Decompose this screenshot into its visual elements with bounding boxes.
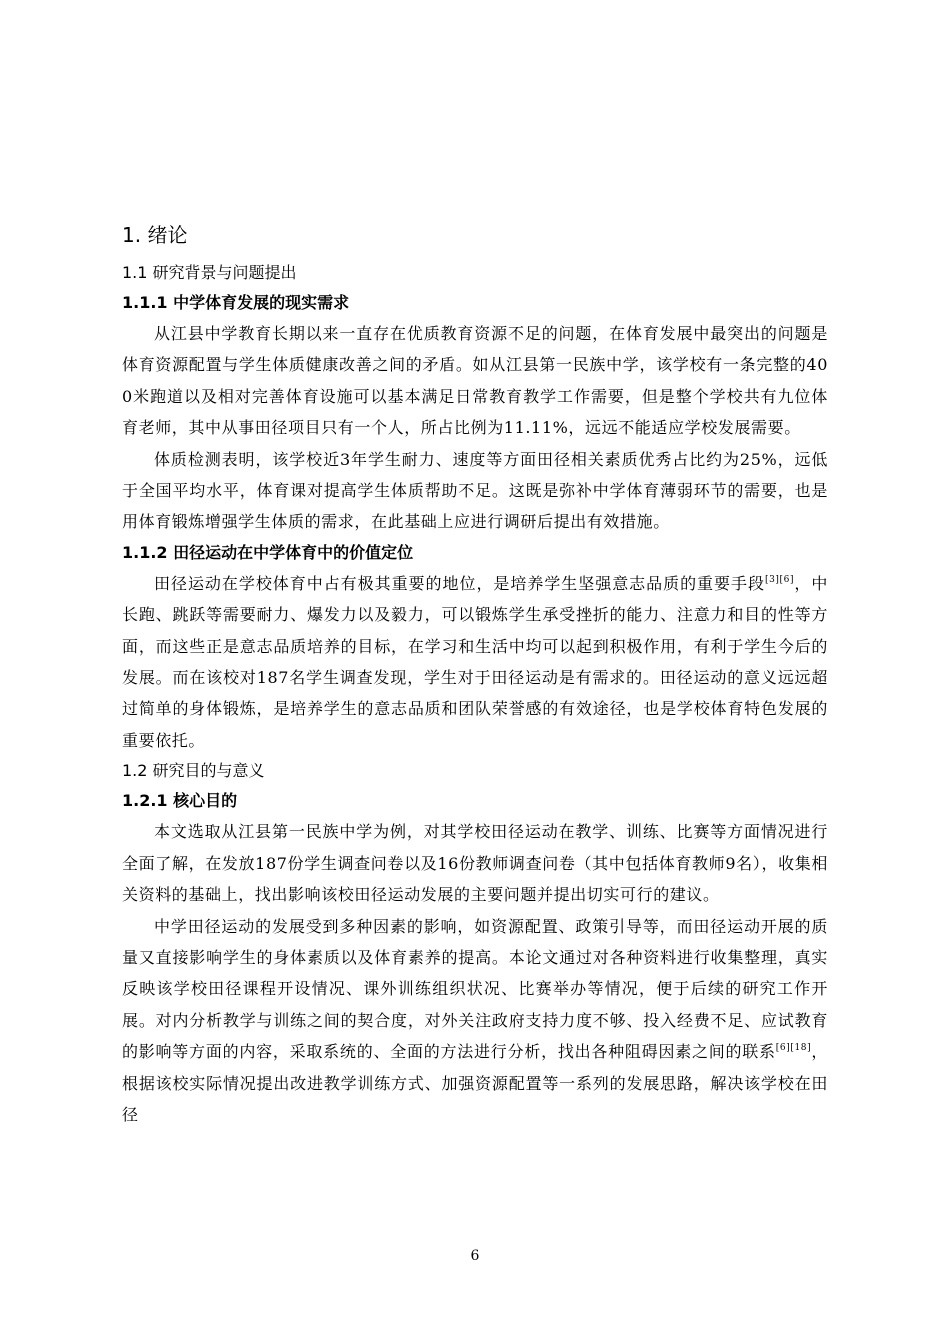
citation-3-6: [3][6] bbox=[764, 574, 795, 585]
section-1-2-title: 1.2 研究目的与意义 bbox=[122, 761, 265, 781]
section-1-2-1-title: 1.2.1 核心目的 bbox=[122, 791, 238, 811]
paragraph-3-part-b: ，中长跑、跳跃等需要耐力、爆发力以及毅力，可以锻炼学生承受挫折的能力、注意力和目的性等方面，而这些正是意志品质培养的目标，在学习和生活中均可以起到积极作用，有利于学生今后的发展。而在该校对187名学生调查发现，学生对于田径运动是有需求的。田径运动的意义远远超过简单的身体锻炼，是培养学生的意志品质和团队荣誉感的有效途径，也是学校体育特色发展的重要依托。 bbox=[122, 573, 829, 750]
page-number: 6 bbox=[470, 1248, 480, 1264]
section-1-1-2-title: 1.1.2 田径运动在中学体育中的价值定位 bbox=[122, 542, 414, 562]
section-1-1-title: 1.1 研究背景与问题提出 bbox=[122, 263, 297, 282]
paragraph-2: 体质检测表明，该学校近3年学生耐力、速度等方面田径相关素质优秀占比约为25%，远低于全国平均水平，体育课对提高学生体质帮助不足。这既是弥补中学体育薄弱环节的需要，也是用体育锻炼增强学生体质的需求，在此基础上应进行调研后提出有效措施。 bbox=[122, 449, 828, 532]
citation-6-18: [6][18] bbox=[775, 1043, 812, 1054]
paragraph-4: 本文选取从江县第一民族中学为例，对其学校田径运动在教学、训练、比赛等方面情况进行全面了解，在发放187份学生调查问卷以及16份教师调查问卷（其中包括体育教师9名），收集相关资料的基础上，找出影响该校田径运动发展的主要问题并提出切实可行的建议。 bbox=[122, 822, 828, 905]
page-content bbox=[122, 220, 828, 1130]
paragraph-1: 从江县中学教育长期以来一直存在优质教育资源不足的问题，在体育发展中最突出的问题是体育资源配置与学生体质健康改善之间的矛盾。如从江县第一民族中学，该学校有一条完整的400米跑道以及相对完善体育设施可以基本满足日常教育教学工作需要，但是整个学校共有九位体育老师，其中从事田径项目只有一个人，所占比例为11.11%，远远不能适应学校发展需要。 bbox=[122, 324, 828, 438]
paragraph-3-part-a: 田径运动在学校体育中占有极其重要的地位，是培养学生坚强意志品质的重要手段 bbox=[154, 573, 765, 593]
paragraph-3 bbox=[122, 568, 828, 756]
section-1-1-1-title: 1.1.1 中学体育发展的现实需求 bbox=[122, 293, 350, 312]
paragraph-5-part-b: ，根据该校实际情况提出改进教学训练方式、加强资源配置等一系列的发展思路，解决该学校在田径 bbox=[122, 1042, 828, 1124]
paragraph-5 bbox=[122, 911, 828, 1131]
chapter-title: 1. 绪论 bbox=[122, 223, 188, 247]
paragraph-5-part-a: 中学田径运动的发展受到多种因素的影响，如资源配置、政策引导等，而田径运动开展的质量又直接影响学生的身体素质以及体育素养的提高。本论文通过对各种资料进行收集整理，真实反映该学校田径课程开设情况、课外训练组织状况、比赛举办等情况，便于后续的研究工作开展。对内分析教学与训练之间的契合度，对外关注政府支持力度不够、投入经费不足、应试教育的影响等方面的内容，采取系统的、全面的方法进行分析，找出各种阻碍因素之间的联系 bbox=[122, 916, 828, 1062]
